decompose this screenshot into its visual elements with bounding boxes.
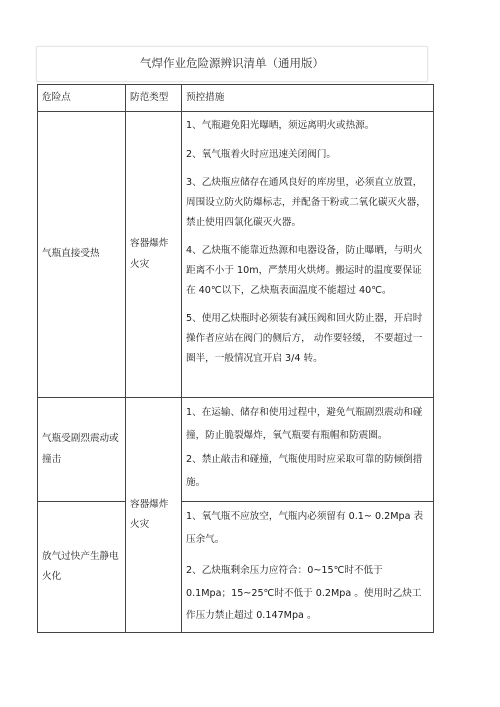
hazard-cell: 放气过快产生静电火化 (38, 502, 126, 633)
hazard-table (37, 84, 434, 633)
prevention-type-cell: 容器爆炸火灾 (126, 112, 182, 398)
prevention-type-cell: 容器爆炸火灾 (126, 398, 182, 633)
header-cell-hazard: 危险点 (38, 85, 126, 112)
measure-item: 2、氧气瓶着火时应迅速关闭阀门。 (186, 148, 337, 160)
header-cell-prevention: 防范类型 (126, 85, 182, 112)
header-cell-measures: 预控措施 (182, 85, 434, 112)
page-title: 气焊作业危险源辨识清单（通用版） (140, 56, 324, 70)
table-header-row (38, 85, 434, 112)
measure-item: 4、乙炔瓶不能靠近热源和电器设备，防止曝晒，与明火距离不小于 10m，严禁用火烘烤。搬运时的温度要保证在 40℃以下，乙炔瓶表面温度不能超过 40℃。 (186, 245, 423, 296)
measure-item: 2、乙炔瓶剩余压力应符合：0~15℃时不低于 0.1Mpa；15~25℃时不低于 0.2Mpa 。使用时乙炔工作压力禁止超过 0.147Mpa 。 (186, 565, 422, 622)
measure-item: 1、在运输、储存和使用过程中，避免气瓶剧烈震动和碰撞，防止脆裂爆炸，氧气瓶要有瓶帽和防震圈。 (186, 407, 423, 441)
measure-item: 5、使用乙炔瓶时必须装有减压阀和回火防止器，开启时操作者应站在阀门的侧后方， 动作要轻缓， 不要超过一圈半，一般情况宜开启 3/4 转。 (186, 313, 423, 364)
measures-cell (182, 502, 434, 633)
table-row (38, 398, 434, 502)
measure-item: 1、气瓶避免阳光曝晒，须远离明火或热源。 (186, 120, 375, 131)
hazard-cell: 气瓶受剧烈震动或撞击 (38, 398, 126, 502)
title-box (36, 46, 428, 82)
measures-cell (182, 112, 434, 398)
measures-cell (182, 398, 434, 502)
hazard-cell: 气瓶直接受热 (38, 112, 126, 398)
measure-item: 2、禁止敲击和碰撞，气瓶使用时应采取可靠的防倾倒措施。 (186, 454, 423, 488)
measure-item: 1、氧气瓶不应放空，气瓶内必须留有 0.1~ 0.2Mpa 表压余气。 (186, 511, 424, 545)
table-row (38, 502, 434, 633)
measure-item: 3、乙炔瓶应储存在通风良好的库房里，必须直立放置，周围设立防火防爆标志，并配备干粉或二氧化碳灭火器，禁止使用四氯化碳灭火器。 (186, 177, 426, 228)
table-row (38, 112, 434, 398)
